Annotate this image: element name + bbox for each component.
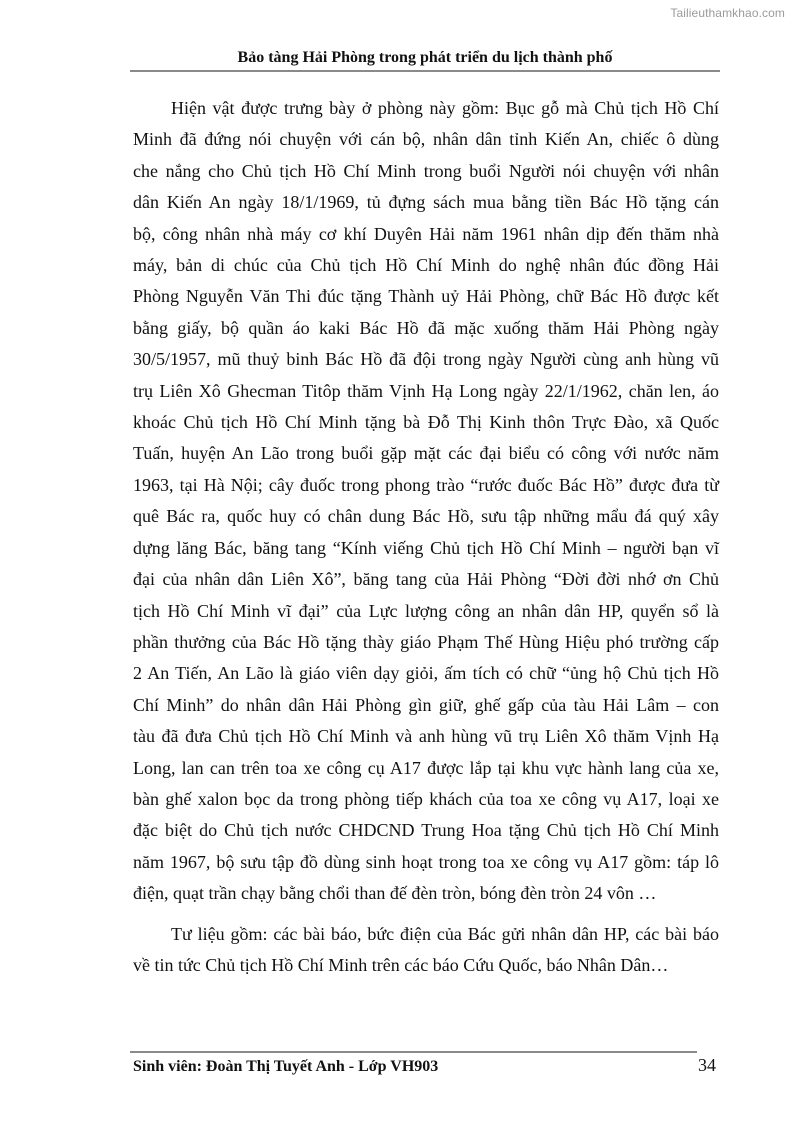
text-line: Phòng Nguyễn Văn Thi đúc tặng Thành uỷ Hải Phòng, chữ Bác Hồ được kết (133, 286, 719, 307)
text-line: Hiện vật được trưng bày ở phòng này gồm: Bục gỗ mà Chủ tịch Hồ Chí (171, 98, 719, 118)
running-header-title: Bảo tàng Hải Phòng trong phát triển du lịch thành phố (237, 49, 613, 66)
text-line: đặc biệt do Chủ tịch nước CHDCND Trung Hoa tặng Chủ tịch Hồ Chí Minh (133, 820, 719, 841)
text-line: 1963, tại Hà Nội; cây đuốc trong phong trào “rước đuốc Bác Hồ” được đưa từ (133, 474, 719, 495)
header-divider (130, 70, 720, 72)
footer-author: Sinh viên: Đoàn Thị Tuyết Anh - Lớp VH903 (133, 1058, 439, 1075)
text-line: khoác Chủ tịch Hồ Chí Minh tặng bà Đỗ Thị Kinh thôn Trực Đào, xã Quốc (133, 412, 719, 433)
text-line: Long, lan can trên toa xe công cụ A17 được lắp tại khu vực hành lang của xe, (133, 757, 719, 778)
text-line: về tin tức Chủ tịch Hồ Chí Minh trên các báo Cứu Quốc, báo Nhân Dân… (133, 954, 669, 975)
text-line: 2 An Tiến, An Lão là giáo viên dạy giỏi, ấm tích có chữ “ủng hộ Chủ tịch Hồ (133, 663, 719, 684)
footer-divider (130, 1051, 697, 1053)
text-line: dân Kiến An ngày 18/1/1969, tủ đựng sách mua bằng tiền Bác Hồ tặng cán (133, 192, 719, 213)
text-line: tịch Hồ Chí Minh vĩ đại” của Lực lượng công an nhân dân HP, quyển sổ là (133, 600, 719, 621)
text-line: bộ, công nhân nhà máy cơ khí Duyên Hải năm 1961 nhân dịp đến thăm nhà (133, 223, 719, 244)
text-line: máy, bản di chúc của Chủ tịch Hồ Chí Minh do nghệ nhân đúc đồng Hải (133, 255, 719, 276)
document-body (133, 93, 719, 981)
text-line: năm 1967, bộ sưu tập đồ dùng sinh hoạt trong toa xe công vụ A17 gồm: táp lô (133, 851, 719, 872)
page-number: 34 (698, 1055, 716, 1075)
paragraph-documents (133, 919, 719, 982)
watermark: Tailieuthamkhao.com (670, 6, 785, 20)
text-line: điện, quạt trần chạy bằng chổi than đế đèn tròn, bóng đèn tròn 24 vôn … (133, 883, 657, 904)
text-line: quê Bác ra, quốc huy có chân dung Bác Hồ, sưu tập những mẩu đá quý xây (133, 506, 719, 527)
text-line: tàu đã đưa Chủ tịch Hồ Chí Minh và anh hùng vũ trụ Liên Xô thăm Vịnh Hạ (133, 726, 719, 747)
text-line: dựng lăng Bác, băng tang “Kính viếng Chủ tịch Hồ Chí Minh – người bạn vĩ (133, 537, 719, 558)
text-line: bàn ghế xalon bọc da trong phòng tiếp khách của toa xe công vụ A17, loại xe (133, 788, 719, 809)
paragraph-exhibits (133, 93, 719, 910)
text-line: Tư liệu gồm: các bài báo, bức điện của Bác gửi nhân dân HP, các bài báo (171, 923, 719, 944)
text-line: bằng giấy, bộ quần áo kaki Bác Hồ đã mặc xuống thăm Hải Phòng ngày (133, 317, 719, 338)
text-line: trụ Liên Xô Ghecman Titôp thăm Vịnh Hạ Long ngày 22/1/1962, chăn len, áo (133, 380, 719, 401)
text-line: phần thưởng của Bác Hồ tặng thày giáo Phạm Thế Hùng Hiệu phó trường cấp (133, 631, 719, 652)
text-line: Chí Minh” do nhân dân Hải Phòng gìn giữ, ghế gấp của tàu Hải Lâm – con (133, 694, 719, 715)
text-line: Tuấn, huyện An Lão trong buổi gặp mặt các đại biểu có công với nước năm (133, 443, 719, 464)
text-line: đại của nhân dân Liên Xô”, băng tang của Hải Phòng “Đời đời nhớ ơn Chủ (133, 569, 719, 590)
text-line: che nắng cho Chủ tịch Hồ Chí Minh trong buổi Người nói chuyện với nhân (133, 160, 719, 181)
text-line: 30/5/1957, mũ thuỷ binh Bác Hồ đã đội trong ngày Người cùng anh hùng vũ (133, 349, 719, 370)
text-line: Minh đã đứng nói chuyện với cán bộ, nhân dân tỉnh Kiến An, chiếc ô dùng (133, 129, 719, 150)
